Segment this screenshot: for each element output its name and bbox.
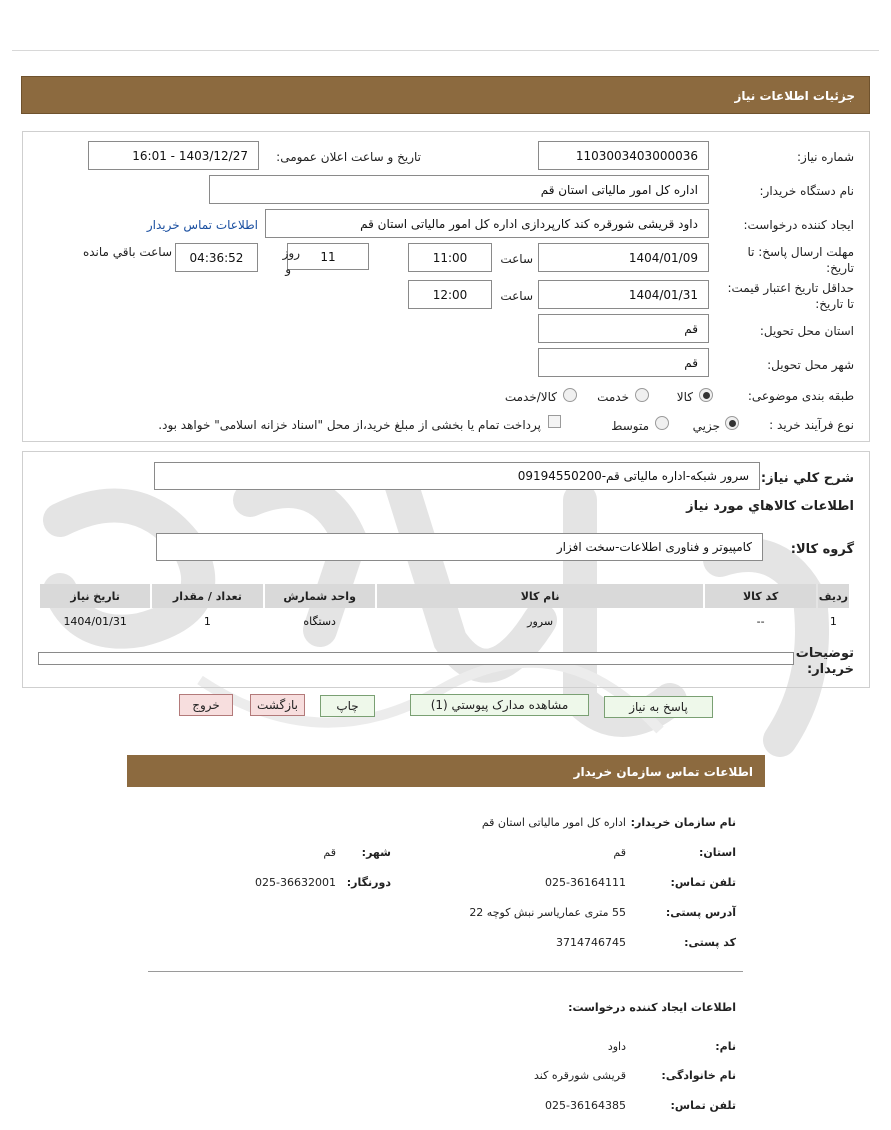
goods-info-title: اطلاعات كالاهاي مورد نياز — [686, 499, 854, 514]
contact-address-value: 55 متری عمارياسر نبش کوچه 22 — [469, 906, 626, 919]
contact-fax-label: دورنگار: — [346, 876, 391, 889]
validity-time-label: ساعت — [500, 289, 533, 303]
col-row-header: رديف — [818, 584, 849, 608]
category-both-label: کالا/خدمت — [504, 390, 557, 404]
creator-phone-value: 025-36164385 — [545, 1099, 626, 1112]
creator-label: ایجاد کننده درخواست: — [743, 218, 854, 232]
category-both-radio[interactable] — [563, 388, 577, 402]
creator-last-name-label: نام خانوادگی: — [661, 1069, 736, 1082]
process-label: نوع فرآیند خرید : — [769, 418, 854, 432]
contact-divider — [148, 971, 743, 972]
goods-table — [38, 582, 851, 634]
contact-postal-label: کد پستی: — [684, 936, 736, 949]
goods-group-label: گروه كالا: — [790, 542, 854, 557]
category-goods-label: کالا — [676, 390, 693, 404]
treasury-payment-note: پرداخت تمام یا بخشی از مبلغ خرید،از محل "اسناد خزانه اسلامی" خواهد بود. — [158, 418, 541, 432]
process-medium-label: متوسط — [611, 419, 649, 433]
days-and-label: و — [285, 262, 291, 276]
buyer-contact-link[interactable]: اطلاعات تماس خریدار — [146, 218, 258, 232]
contact-city-label: شهر: — [361, 846, 391, 859]
col-code-header: كد كالا — [705, 584, 815, 608]
creator-field: داود قریشی شورقره کند کارپردازی اداره کل امور مالیاتی استان قم — [265, 209, 709, 238]
reply-button[interactable]: پاسخ به نیاز — [604, 696, 713, 718]
contact-province-value: قم — [613, 846, 626, 859]
remaining-time-field: 04:36:52 — [175, 243, 258, 272]
province-label: استان محل تحویل: — [759, 324, 854, 338]
cell-unit: دستگاه — [303, 614, 336, 628]
need-summary-field: سرور شبکه-اداره مالیاتی قم-09194550200 — [154, 462, 760, 490]
contact-org-value: اداره کل امور مالیاتی استان قم — [481, 816, 626, 829]
need-number-label: شماره نیاز: — [797, 150, 854, 164]
process-medium-radio[interactable] — [655, 416, 669, 430]
buyer-notes-label-2: خريدار: — [807, 662, 854, 677]
category-service-radio[interactable] — [635, 388, 649, 402]
category-label: طبقه بندی موضوعی: — [747, 389, 854, 403]
validity-label-date: تا تاریخ: — [815, 297, 854, 311]
contact-org-label: نام سازمان خریدار: — [630, 816, 736, 829]
province-field: قم — [538, 314, 709, 343]
category-service-label: خدمت — [597, 390, 629, 404]
treasury-payment-checkbox[interactable] — [548, 415, 561, 428]
category-goods-radio[interactable] — [699, 388, 713, 402]
page-title: جزئیات اطلاعات نیاز — [21, 76, 870, 114]
need-number-field: 1103003403000036 — [538, 141, 709, 170]
col-date-header: تاريخ نياز — [40, 584, 150, 608]
contact-address-label: آدرس پستی: — [665, 906, 736, 919]
goods-table-header — [40, 584, 849, 608]
cell-name: سرور — [527, 614, 554, 628]
city-field: قم — [538, 348, 709, 377]
validity-time-field: 12:00 — [408, 280, 492, 309]
cell-date: 1404/01/31 — [63, 614, 127, 628]
table-row — [40, 610, 849, 632]
creator-last-name-value: قریشی شورقره کند — [534, 1069, 626, 1082]
top-divider — [12, 50, 879, 51]
contact-phone-value: 025-36164111 — [545, 876, 626, 889]
deadline-date-field: 1404/01/09 — [538, 243, 709, 272]
deadline-time-label: ساعت — [500, 252, 533, 266]
cell-code: -- — [756, 614, 765, 628]
print-button[interactable]: چاپ — [320, 695, 375, 717]
deadline-label-date: تاریخ: — [826, 261, 854, 275]
days-label: روز — [282, 246, 300, 260]
col-qty-header: تعداد / مقدار — [152, 584, 262, 608]
remaining-time-label: ساعت باقي مانده — [82, 245, 172, 259]
validity-label: حداقل تاریخ اعتبار قیمت: — [727, 281, 854, 295]
announce-date-label: تاریخ و ساعت اعلان عمومی: — [276, 150, 421, 164]
contact-city-value: قم — [323, 846, 336, 859]
process-minor-radio[interactable] — [725, 416, 739, 430]
process-minor-label: جزیي — [692, 419, 720, 433]
cell-qty: 1 — [203, 614, 211, 628]
deadline-time-field: 11:00 — [408, 243, 492, 272]
city-label: شهر محل تحویل: — [767, 358, 854, 372]
cell-row: 1 — [829, 614, 837, 628]
buyer-org-label: نام دستگاه خریدار: — [759, 184, 854, 198]
view-attachments-button[interactable]: مشاهده مدارک پیوستي (1) — [410, 694, 589, 716]
buyer-notes-field — [38, 652, 794, 665]
contact-province-label: استان: — [699, 846, 736, 859]
creator-first-name-value: داود — [607, 1040, 626, 1053]
contact-fax-value: 025-36632001 — [255, 876, 336, 889]
days-remaining-field: 11 — [287, 243, 369, 270]
contact-section-title: اطلاعات تماس سازمان خریدار — [127, 755, 765, 787]
buyer-notes-label: توضيحات — [795, 646, 854, 661]
contact-postal-value: 3714746745 — [556, 936, 626, 949]
buyer-org-field: اداره کل امور مالیاتی استان قم — [209, 175, 709, 204]
goods-table-wrapper — [38, 582, 851, 634]
col-name-header: نام كالا — [377, 584, 704, 608]
validity-date-field: 1404/01/31 — [538, 280, 709, 309]
back-button[interactable]: بازگشت — [250, 694, 305, 716]
exit-button[interactable]: خروج — [179, 694, 233, 716]
contact-phone-label: تلفن تماس: — [670, 876, 736, 889]
creator-phone-label: تلفن تماس: — [670, 1099, 736, 1112]
col-unit-header: واحد شمارش — [265, 584, 375, 608]
goods-group-field: كامپيوتر و فناوری اطلاعات-سخت افزار — [156, 533, 763, 561]
announce-date-field: 1403/12/27 - 16:01 — [88, 141, 259, 170]
deadline-label: مهلت ارسال پاسخ: تا — [747, 245, 854, 259]
creator-first-name-label: نام: — [715, 1040, 736, 1053]
need-summary-label: شرح کلي نياز: — [760, 471, 854, 486]
creator-info-title: اطلاعات ایجاد کننده درخواست: — [568, 1001, 736, 1014]
